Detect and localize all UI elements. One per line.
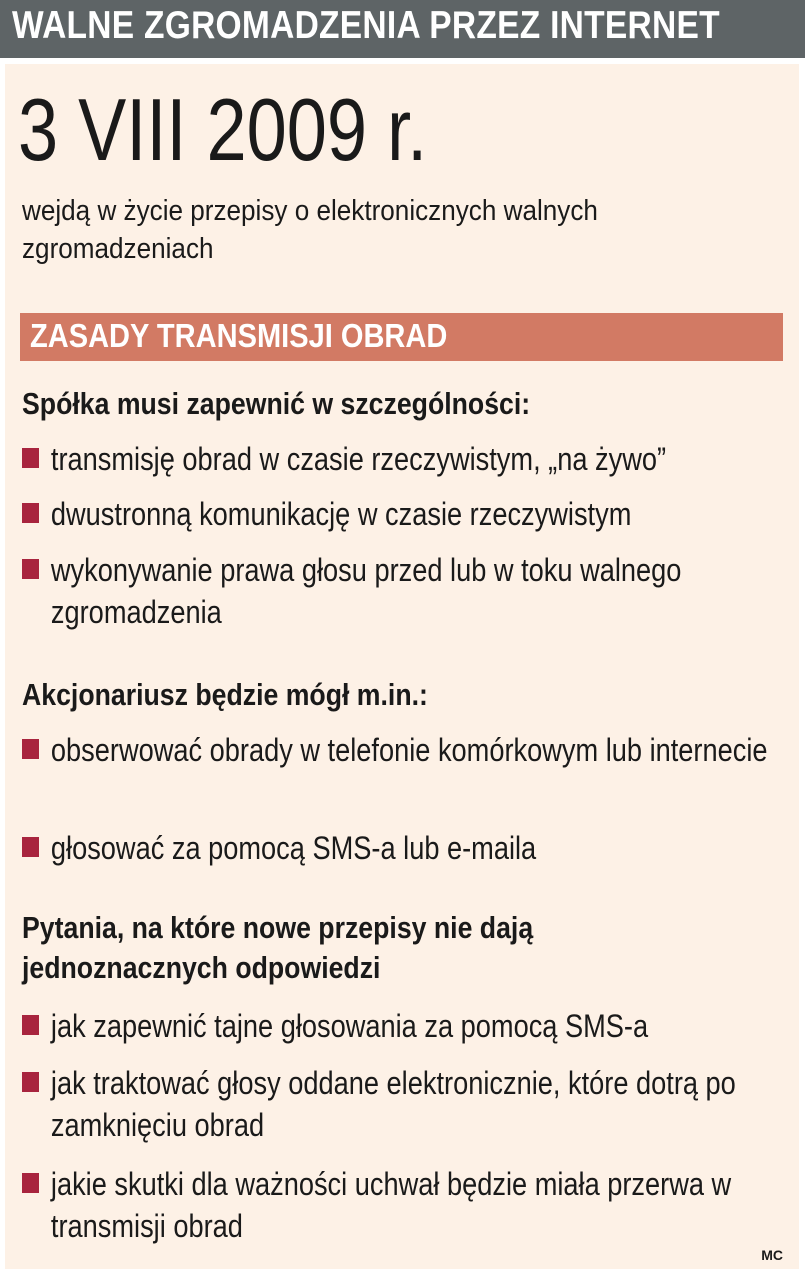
bullet-icon <box>22 503 39 523</box>
list-item: obserwować obrady w telefonie komórkowym lub internecie <box>22 729 770 771</box>
effective-date: 3 VIII 2009 r. <box>18 80 428 179</box>
group-heading-company: Spółka musi zapewnić w szczególności: <box>22 386 531 421</box>
bullet-icon <box>22 739 39 759</box>
intro-text: wejdą w życie przepisy o elektronicznych walnych zgromadzeniach <box>22 195 598 265</box>
section-title: ZASADY TRANSMISJI OBRAD <box>30 317 448 354</box>
list-item: jakie skutki dla ważności uchwał będzie miała przerwa w transmisji obrad <box>22 1163 770 1247</box>
bullet-icon <box>22 1015 39 1035</box>
list-item: jak traktować głosy oddane elektronicznie, które dotrą po zamknięciu obrad <box>22 1062 770 1146</box>
bullet-icon <box>22 1072 39 1092</box>
list-item: jak zapewnić tajne głosowania za pomocą SMS-a <box>22 1005 770 1047</box>
page-title: WALNE ZGROMADZENIA PRZEZ INTERNET <box>12 4 720 47</box>
bullet-icon <box>22 1173 39 1193</box>
header-bar <box>0 0 805 58</box>
bullet-icon <box>22 448 39 468</box>
section-header-bar <box>20 313 783 361</box>
list-item: dwustronną komunikację w czasie rzeczywistym <box>22 493 770 535</box>
list-item: transmisję obrad w czasie rzeczywistym, „na żywo” <box>22 438 770 480</box>
list-item: wykonywanie prawa głosu przed lub w toku walnego zgromadzenia <box>22 549 770 633</box>
group-heading-questions: Pytania, na które nowe przepisy nie dają jednoznacznych odpowiedzi <box>22 910 534 985</box>
bullet-icon <box>22 559 39 579</box>
bullet-icon <box>22 837 39 857</box>
group-heading-shareholder: Akcjonariusz będzie mógł m.in.: <box>22 677 428 712</box>
author-credit: MC <box>761 1247 783 1263</box>
list-item: głosować za pomocą SMS-a lub e-maila <box>22 827 770 869</box>
